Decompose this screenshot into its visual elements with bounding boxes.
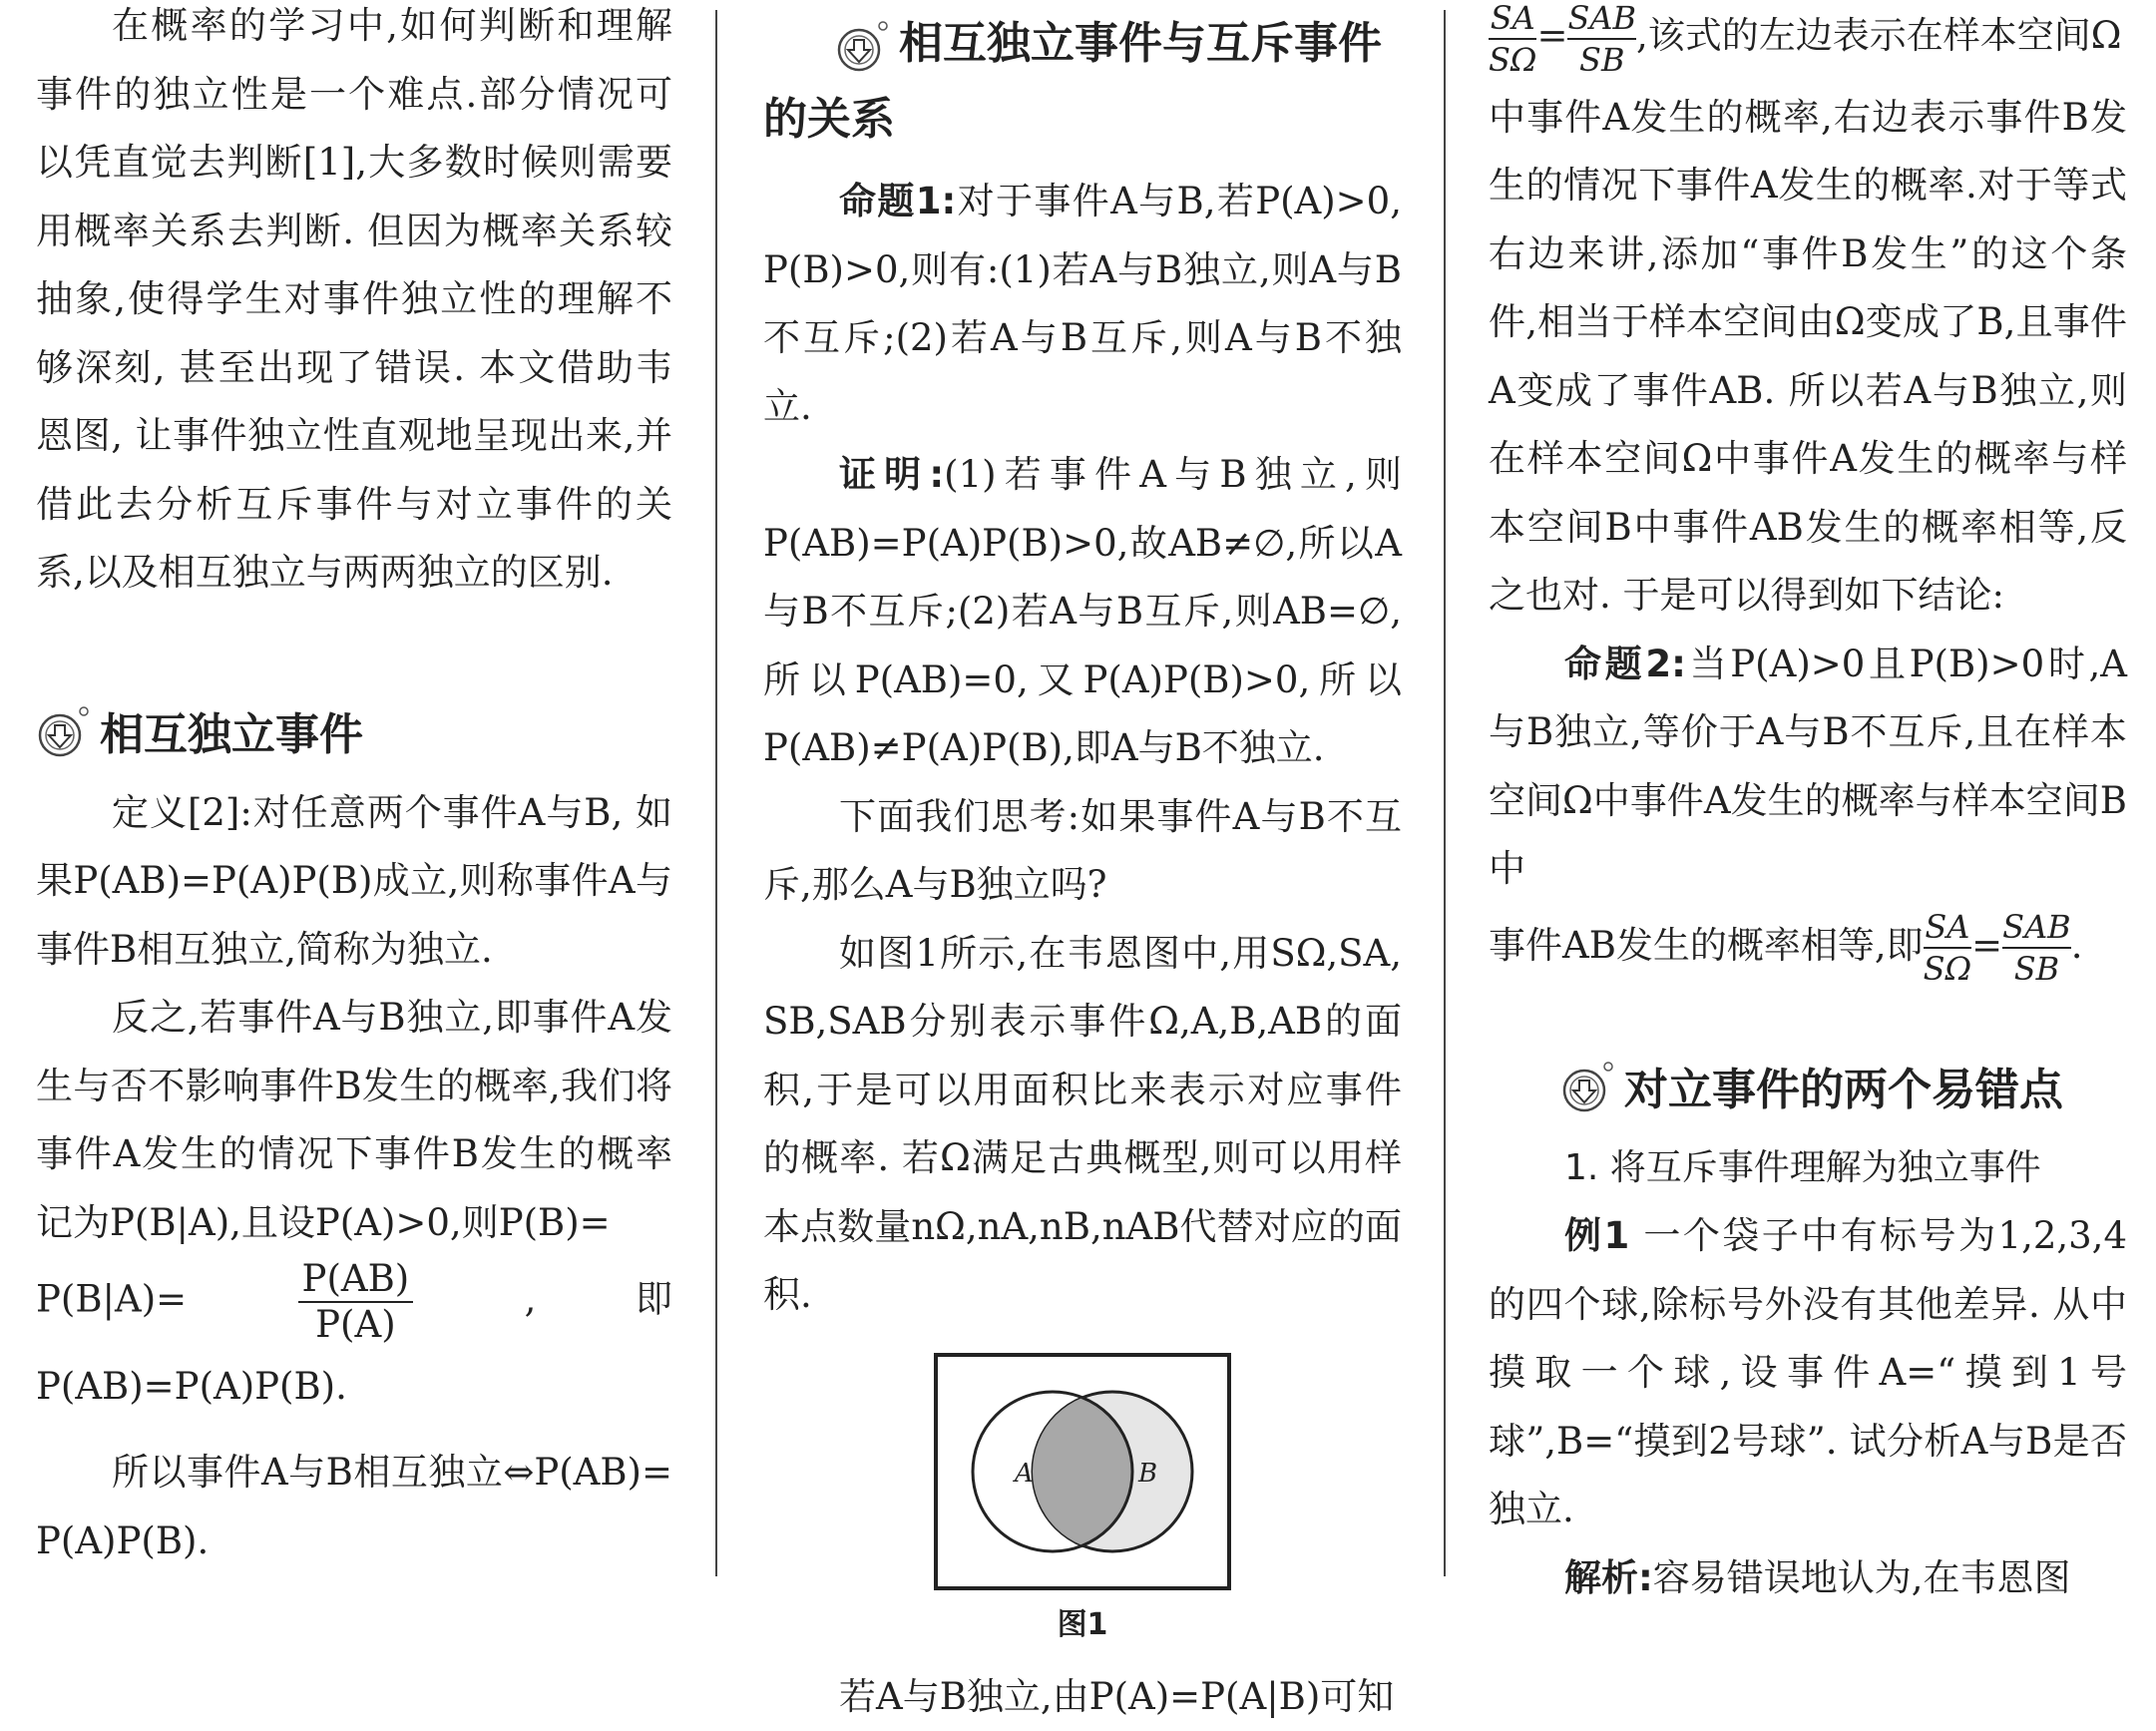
analysis-paragraph [1489,1544,2127,1613]
subheading-1: 1. 将互斥事件理解为独立事件 [1489,1134,2127,1202]
ratio-tail: ,该式的左边表示在样本空间Ω [1636,14,2121,57]
equivalence-paragraph: 所以事件A与B相互独立⇔P(AB)= P(A)P(B). [36,1439,672,1575]
formula-lhs: P(B|A)= [36,1278,187,1321]
proof-label: 证明: [839,453,944,496]
heading-text: 相互独立事件 [36,701,672,769]
down-arrow-circle-icon [36,705,90,759]
column-2 [763,0,1402,1731]
example-1 [1489,1202,2127,1544]
proof-paragraph [763,441,1402,783]
ratio-formula-line [1489,0,2127,80]
prop2-fraction-right [2002,907,2071,989]
proposition-1-label: 命题1: [839,180,956,222]
prop2-fraction-left [1924,907,1971,989]
converse-paragraph: 反之,若事件A与B独立,即事件A发生与否不影响事件B发生的概率,我们将事件A发生的情况下事件B发生的概率记为P(B|A),且设P(A)>0,则P(B)= [36,984,672,1257]
section-heading-complementary [1489,1057,2127,1124]
proposition-2 [1489,631,2127,904]
formula-denominator: P(A) [298,1303,414,1347]
definition-label: 定义[2]: [112,791,252,834]
definition-paragraph [36,779,672,985]
column-rule-2 [1444,10,1446,1576]
proposition-2-label: 命题2: [1564,643,1686,685]
prop2-equals: = [1971,924,2002,967]
ratio-equals: = [1536,14,1567,57]
venn-label-b: B [1137,1459,1157,1489]
analysis-label: 解析: [1564,1556,1653,1599]
venn-diagram [933,1352,1232,1591]
proposition-2-text: 当P(A)>0且P(B)>0时,A与B独立,等价于A与B不互斥,且在样本空间Ω中事件A发生的概率与样本空间B中 [1489,643,2127,891]
heading-text: 对立事件的两个易错点 [1560,1057,2127,1124]
definition-text: 对任意两个事件A与B, 如果P(AB)=P(A)P(B)成立,则称事件A与事件B相互独立,简称为独立. [36,791,672,971]
venn-label-a: A [1013,1459,1034,1489]
proof-text: (1)若事件A与B独立,则P(AB)=P(A)P(B)>0,故AB≠∅,所以A与B不互斥;(2)若A与B互斥,则AB=∅,所以P(AB)=0,又P(A)P(B)>0,所以P(AB)≠P(A)P(B),即A与B不独立. [763,453,1402,769]
formula-numerator: P(AB) [298,1257,414,1303]
proposition-1 [763,168,1402,441]
ratio-right-num: SAB [1567,0,1636,40]
ratio-fraction-right [1567,0,1636,80]
intro-paragraph: 在概率的学习中,如何判断和理解事件的独立性是一个难点.部分情况可以凭直觉去判断[1],大多数时候则需要用概率关系去判断. 但因为概率关系较抽象,使得学生对事件独立性的理解不够深刻, 甚至出现了错误. 本文借助韦恩图, 让事件独立性直观地呈现出来,并借此去分析互斥事件与对立事件的关系,以及相互独立与两两独立的区别. [36,0,672,608]
down-arrow-circle-icon [1560,1061,1614,1114]
proposition-2-formula-line [1489,904,2127,990]
prop2-right-num: SAB [2002,907,2071,949]
column-3 [1489,0,2127,1612]
formula-fraction [298,1257,414,1347]
example-1-text: 一个袋子中有标号为1,2,3,4的四个球,除标号外没有其他差异. 从中摸取一个球,设事件A=“摸到1号球”,B=“摸到2号球”. 试分析A与B是否独立. [1489,1214,2127,1530]
heading-text: 相互独立事件与互斥事件的关系 [763,6,1402,158]
section-heading-relation [763,6,1402,158]
ratio-left-den: SΩ [1489,40,1536,80]
last-paragraph: 若A与B独立,由P(A)=P(A|B)可知 [763,1663,1402,1731]
proposition-1-text: 对于事件A与B,若P(A)>0, P(B)>0,则有:(1)若A与B独立,则A与B不互斥;(2)若A与B互斥,则A与B不独立. [763,180,1402,428]
prop2-right-den: SB [2002,949,2071,989]
analysis-text: 容易错误地认为,在韦恩图 [1653,1556,2071,1599]
column-1 [36,0,672,1575]
figure-explanation-paragraph: 如图1所示,在韦恩图中,用SΩ,SA, SB,SAB分别表示事件Ω,A,B,AB的面积,于是可以用面积比来表示对应事件的概率. 若Ω满足古典概型,则可以用样本点数量nΩ,nA,nB,nAB代替对应的面积. [763,920,1402,1330]
formula-rhs: ,即P(AB)=P(A)P(B). [36,1278,672,1409]
conditional-formula-line [36,1257,672,1427]
ratio-fraction-left [1489,0,1536,80]
ratio-left-num: SA [1489,0,1536,40]
figure-caption: 图1 [763,1595,1402,1655]
example-1-label: 例1 [1564,1214,1629,1257]
down-arrow-circle-icon [835,20,889,74]
prop2-period: . [2071,924,2083,967]
proposition-2-tail: 事件AB发生的概率相等,即 [1489,924,1924,967]
ratio-right-den: SB [1567,40,1636,80]
column-rule-1 [715,10,717,1576]
section-heading-independent-events [36,701,672,769]
interpretation-paragraph: 中事件A发生的概率,右边表示事件B发生的情况下事件A发生的概率.对于等式右边来讲,添加“事件B发生”的这个条件,相当于样本空间由Ω变成了B,且事件A变成了事件AB. 所以若A与B独立,则在样本空间Ω中事件A发生的概率与样本空间B中事件AB发生的概率相等,反之也对. 于是可以得到如下结论: [1489,84,2127,631]
prop2-left-num: SA [1924,907,1971,949]
prop2-left-den: SΩ [1924,949,1971,989]
thinking-paragraph: 下面我们思考:如果事件A与B不互斥,那么A与B独立吗? [763,783,1402,920]
